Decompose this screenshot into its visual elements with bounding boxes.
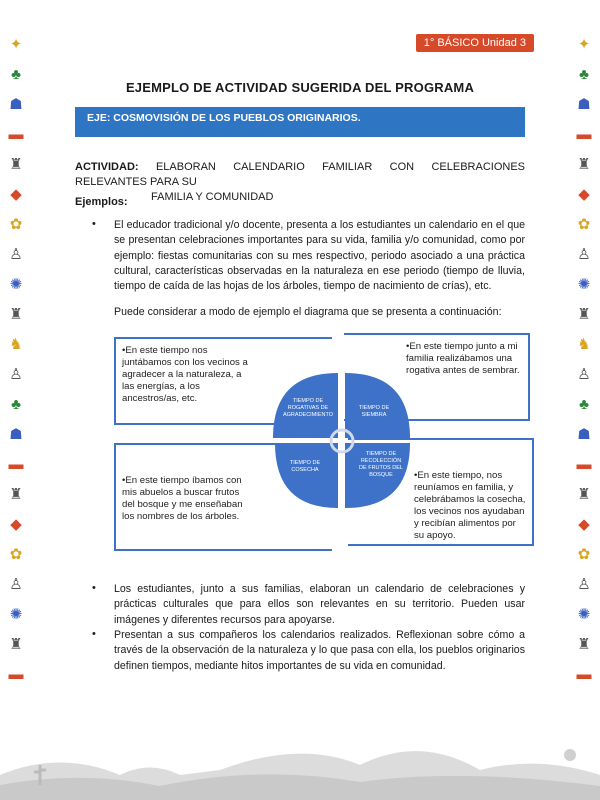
right-decorative-strip: ✦ ♣ ☗ ▬ ♜ ◆ ✿ ♙ ✺ ♜ ♞ ♙ ♣ ☗ ▬ ♜ ◆ ✿ ♙ ✺ ♜ ▬ — [576, 36, 592, 683]
quadrant-cosecha: TIEMPO DE COSECHA — [289, 460, 321, 473]
box-bottom-right: •En este tiempo, nos reuníamos en familia, y celebrábamos la cosecha, los vecinos nos ayudaban y recibían alimentos por su apoyo. — [348, 438, 534, 546]
box-bottom-left: •En este tiempo íbamos con mis abuelos a buscar frutos del bosque y me enseñaban los nombres de los árboles. — [114, 443, 332, 551]
bullet-marker: • — [92, 218, 96, 230]
axis-banner: EJE: COSMOVISIÓN DE LOS PUEBLOS ORIGINARIOS. — [75, 107, 525, 137]
bullet-marker: • — [92, 582, 96, 594]
paragraph-1: El educador tradicional y/o docente, presenta a los estudiantes un calendario en el que se presentan celebraciones importantes para su vida, familia y/o comunidad, como por ejemplo: fiestas comunitarias con su mes respectivo, periodo asociado a una práctica cultural, características observadas en la naturaleza en ese periodo (tiempo de lluvia, tiempo de caída de las hojas de los árboles, tiempo de nacimiento de crías), etc. — [114, 219, 525, 293]
box-top-right: •En este tiempo junto a mi familia realizábamos una rogativa antes de sembrar. — [344, 333, 530, 421]
page-title: EJEMPLO DE ACTIVIDAD SUGERIDA DEL PROGRAMA — [125, 80, 475, 95]
seasonal-cycle-diagram — [110, 333, 530, 577]
activity-heading — [75, 160, 525, 205]
examples-label: Ejemplos: — [75, 196, 128, 208]
quadrant-recoleccion: TIEMPO DE RECOLECCIÓN DE FRUTOS DEL BOSQUE — [359, 451, 403, 478]
box-top-left: •En este tiempo nos juntábamos con los vecinos a agradecer a la naturaleza, a las energías, a los ancestros/as, etc. — [114, 337, 332, 425]
activity-line-2: FAMILIA Y COMUNIDAD — [151, 191, 274, 203]
quadrant-rogativas: TIEMPO DE ROGATIVAS DE AGRADECIMIENTO — [282, 398, 333, 418]
paragraph-3: Los estudiantes, junto a sus familias, elaboran un calendario de celebraciones y prácticas culturales que para ellos son relevantes en su territorio. Pueden usar imágenes y diferentes recursos para apoyarse. — [114, 583, 525, 626]
cycle-quadrants — [110, 333, 530, 577]
paragraph-4: Presentan a sus compañeros los calendarios realizados. Reflexionan sobre cómo a través de la observación de la naturaleza y lo que pasa con ella, los pueblos originarios definen tiempos, mediante hitos importantes de su vida en comunidad. — [114, 629, 525, 672]
quadrant-siembra: TIEMPO DE SIEMBRA — [358, 405, 390, 418]
bullet-marker: • — [92, 628, 96, 640]
left-decorative-strip: ✦ ♣ ☗ ▬ ♜ ◆ ✿ ♙ ✺ ♜ ♞ ♙ ♣ ☗ ▬ ♜ ◆ ✿ ♙ ✺ ♜ ▬ — [8, 36, 24, 683]
paragraph-2: Puede considerar a modo de ejemplo el diagrama que se presenta a continuación: — [114, 306, 502, 318]
activity-label: ACTIVIDAD: — [75, 161, 139, 173]
landscape-footer-illustration — [0, 720, 600, 800]
activity-line-1: ELABORAN CALENDARIO FAMILIAR CON CELEBRACIONES RELEVANTES PARA SU — [75, 161, 525, 188]
grade-unit-badge: 1° BÁSICO Unidad 3 — [416, 34, 534, 52]
